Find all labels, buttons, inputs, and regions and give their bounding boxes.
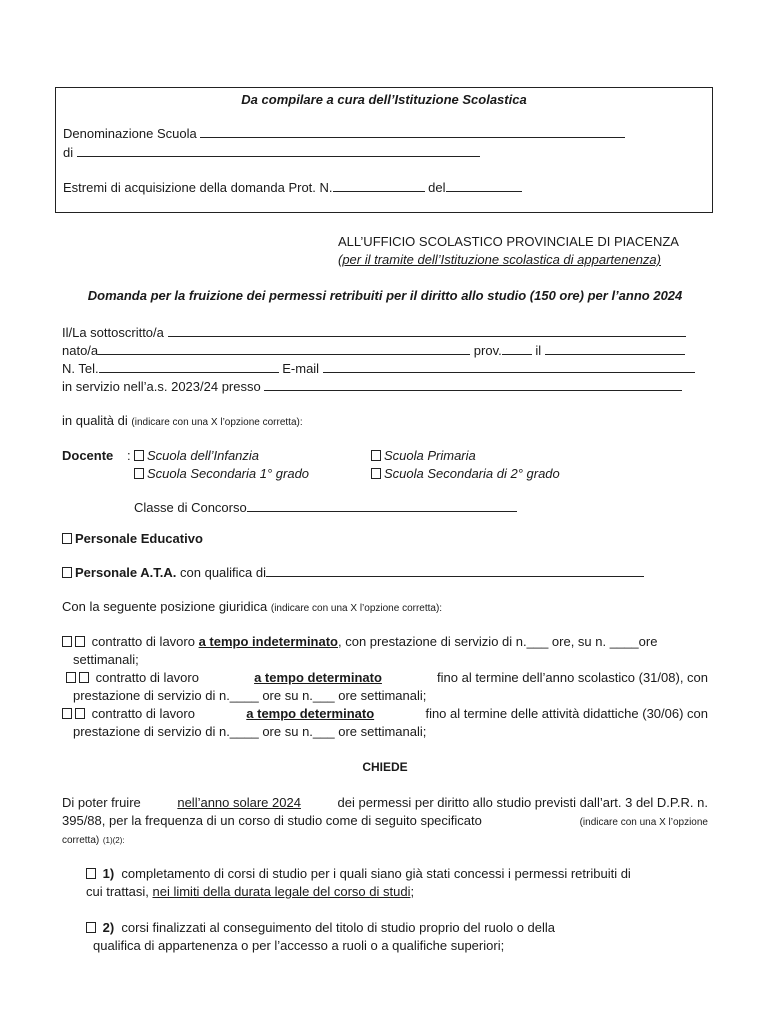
- option-2-num: 2): [102, 920, 115, 935]
- intro-b: nell’anno solare 2024: [177, 795, 301, 810]
- sottoscritto-row: [62, 324, 686, 340]
- contratto-pre: contratto di lavoro: [95, 670, 199, 685]
- contratto-1-line2: settimanali;: [73, 652, 139, 667]
- tel-field[interactable]: [99, 360, 279, 373]
- option-secondaria-1-label: Scuola Secondaria 1° grado: [147, 466, 310, 481]
- intro-line2: [62, 813, 708, 828]
- nato-row: [62, 342, 685, 358]
- prot-field[interactable]: [333, 179, 425, 192]
- checkbox-icon[interactable]: [62, 533, 72, 544]
- email-field[interactable]: [323, 360, 695, 373]
- checkbox-icon[interactable]: [86, 922, 96, 933]
- checkbox-icon[interactable]: [371, 450, 381, 461]
- di-field[interactable]: [77, 144, 480, 157]
- option-1-line2b: nei limiti della durata legale del corso di studi: [152, 884, 411, 899]
- sottoscritto-field[interactable]: [168, 324, 686, 337]
- servizio-field[interactable]: [264, 378, 682, 391]
- tel-label: N. Tel.: [62, 361, 99, 376]
- option-2-line2: qualifica di appartenenza o per l’accesso a ruoli o a qualifiche superiori;: [93, 938, 505, 953]
- contratto-post: fino al termine delle attività didattiche (30/06) con: [425, 706, 708, 721]
- qualifica-field[interactable]: [266, 564, 644, 577]
- contratto-pre: contratto di lavoro: [91, 634, 195, 649]
- checkbox-icon[interactable]: [62, 567, 72, 578]
- checkbox-icon[interactable]: [86, 868, 96, 879]
- form-title: Domanda per la fruizione dei permessi retribuiti per il diritto allo studio (150 ore) per l’anno 2024: [87, 288, 683, 303]
- checkbox-icon[interactable]: [66, 672, 76, 683]
- addressee-line1: ALL’UFFICIO SCOLASTICO PROVINCIALE DI PIACENZA: [338, 234, 679, 249]
- docente-colon: :: [127, 448, 131, 463]
- classe-label: Classe di Concorso: [134, 500, 247, 515]
- addressee-line2: (per il tramite dell’Istituzione scolastica di appartenenza): [338, 252, 661, 267]
- option-infanzia-label: Scuola dell’Infanzia: [147, 448, 260, 463]
- denominazione-field[interactable]: [200, 125, 625, 138]
- intro-ref: (1)(2):: [102, 836, 125, 845]
- classe-field[interactable]: [247, 499, 517, 512]
- qualita-row: [62, 413, 303, 428]
- contratto-3-line2: prestazione di servizio di n.____ ore su n.___ ore settimanali;: [73, 724, 427, 739]
- checkbox-icon[interactable]: [134, 450, 144, 461]
- option-2-text: corsi finalizzati al conseguimento del titolo di studio proprio del ruolo o della: [121, 920, 555, 935]
- checkbox-icon[interactable]: [75, 636, 85, 647]
- prov-field[interactable]: [502, 342, 532, 355]
- checkbox-icon[interactable]: [79, 672, 89, 683]
- contratto-key: a tempo determinato: [246, 706, 375, 721]
- option-1-line2c: ;: [410, 884, 415, 899]
- option-1-text: completamento di corsi di studio per i quali siano già stati concessi i permessi retribuiti di: [121, 866, 631, 881]
- contratto-determinato-30-06[interactable]: [62, 706, 708, 721]
- checkbox-icon[interactable]: [134, 468, 144, 479]
- contratto-key: a tempo determinato: [254, 670, 382, 685]
- sottoscritto-label: Il/La sottoscritto/a: [62, 325, 164, 340]
- contratto-determinato-31-08[interactable]: [66, 670, 708, 685]
- contratto-2-line2: prestazione di servizio di n.____ ore su n.___ ore settimanali;: [73, 688, 427, 703]
- contratto-indeterminato[interactable]: [62, 634, 657, 649]
- email-label: E-mail: [282, 361, 320, 376]
- intro-a: Di poter fruire: [62, 795, 141, 810]
- contratto-pre: contratto di lavoro: [91, 706, 195, 721]
- option-1[interactable]: [86, 866, 631, 881]
- personale-ata[interactable]: [62, 564, 644, 580]
- il-field[interactable]: [545, 342, 685, 355]
- option-secondaria-2-label: Scuola Secondaria di 2° grado: [384, 466, 560, 481]
- option-secondaria-2[interactable]: [371, 466, 560, 481]
- tel-row: [62, 360, 695, 376]
- di-row: [63, 144, 480, 160]
- contratto-key: a tempo indeterminato: [198, 634, 339, 649]
- intro-line2-text: 395/88, per la frequenza di un corso di studio come di seguito specificato: [62, 813, 482, 828]
- il-label: il: [535, 343, 542, 358]
- posizione-label: Con la seguente posizione giuridica: [62, 599, 268, 614]
- nato-label: nato/a: [62, 343, 99, 358]
- admin-box-title: Da compilare a cura dell’Istituzione Scolastica: [241, 92, 527, 107]
- estremi-row: [63, 179, 522, 195]
- personale-ata-suffix: con qualifica di: [180, 565, 267, 580]
- posizione-row: [62, 599, 442, 614]
- personale-educativo[interactable]: [62, 531, 203, 546]
- denominazione-row: [63, 125, 625, 141]
- option-infanzia[interactable]: [134, 448, 259, 463]
- di-label: di: [63, 145, 74, 160]
- intro-line3: [62, 831, 125, 846]
- admin-box: [55, 87, 713, 213]
- posizione-hint: (indicare con una X l’opzione corretta):: [270, 603, 443, 614]
- qualita-hint: (indicare con una X l’opzione corretta):: [131, 417, 303, 428]
- denominazione-label: Denominazione Scuola: [63, 126, 197, 141]
- checkbox-icon[interactable]: [62, 708, 72, 719]
- personale-educativo-label: Personale Educativo: [75, 531, 203, 546]
- option-2[interactable]: [86, 920, 555, 935]
- servizio-row: [62, 378, 682, 394]
- nato-field[interactable]: [98, 342, 470, 355]
- estremi-label: Estremi di acquisizione della domanda Prot. N.: [63, 180, 333, 195]
- chiede-heading: CHIEDE: [362, 760, 408, 774]
- prov-label: prov.: [473, 343, 502, 358]
- qualita-label: in qualità di: [62, 413, 128, 428]
- option-secondaria-1[interactable]: [134, 466, 309, 481]
- servizio-label: in servizio nell’a.s. 2023/24 presso: [62, 379, 261, 394]
- intro-line1: [62, 795, 708, 810]
- classe-row: [134, 499, 517, 515]
- intro-c: dei permessi per diritto allo studio previsti dall’art. 3 del D.P.R. n.: [337, 795, 708, 810]
- option-1-num: 1): [102, 866, 115, 881]
- personale-ata-label: Personale A.T.A.: [75, 565, 177, 580]
- intro-line3-text: corretta): [62, 835, 100, 846]
- del-label: del: [428, 180, 446, 195]
- option-primaria-label: Scuola Primaria: [384, 448, 476, 463]
- option-primaria[interactable]: [371, 448, 476, 463]
- option-1-line2a: cui trattasi,: [86, 884, 149, 899]
- checkbox-icon[interactable]: [75, 708, 85, 719]
- del-field[interactable]: [446, 179, 522, 192]
- docente-label: Docente: [62, 448, 114, 463]
- contratto-post: fino al termine dell’anno scolastico (31/08), con: [437, 670, 708, 685]
- checkbox-icon[interactable]: [62, 636, 72, 647]
- checkbox-icon[interactable]: [371, 468, 381, 479]
- option-1-line2: [86, 884, 414, 899]
- contratto-post: , con prestazione di servizio di n.___ ore, su n. ____ore: [338, 634, 658, 649]
- intro-hint: (indicare con una X l’opzione: [579, 817, 708, 828]
